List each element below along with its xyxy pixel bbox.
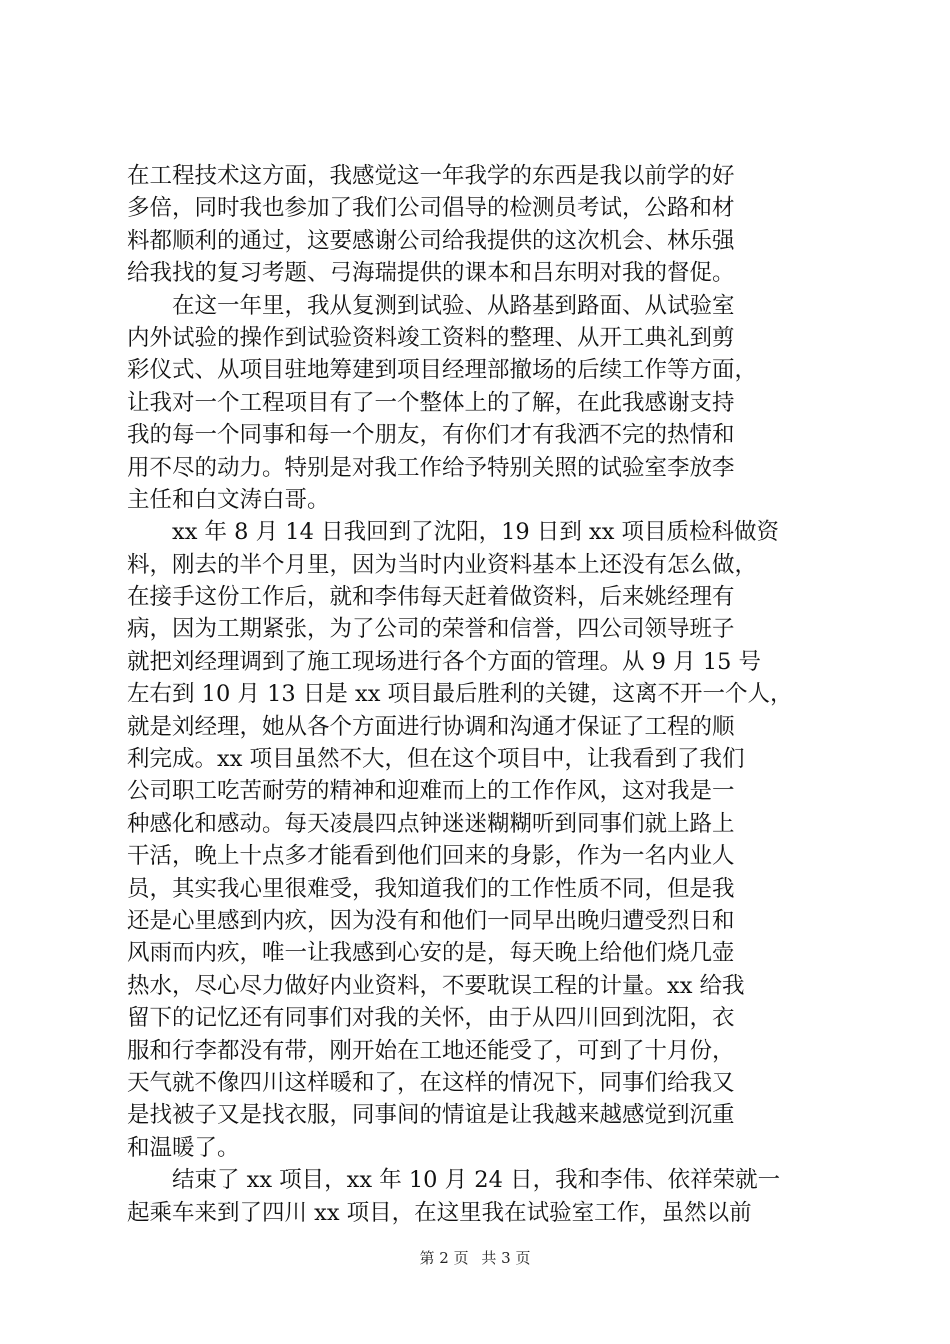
- text-line: 内外试验的操作到试验资料竣工资料的整理、从开工典礼到剪: [127, 324, 735, 351]
- text-line: 员，其实我心里很难受，我知道我们的工作性质不同，但是我: [127, 875, 735, 902]
- text-line: 热水，尽心尽力做好内业资料，不要耽误工程的计量。xx 给我: [127, 972, 745, 999]
- text-line: 种感化和感动。每天凌晨四点钟迷迷糊糊听到同事们就上路上: [127, 810, 735, 837]
- page-number: 第 2 页: [419, 1249, 469, 1267]
- page-footer: [0, 1247, 950, 1268]
- text-line: 在接手这份工作后，就和李伟每天赶着做资料，后来姚经理有: [127, 584, 735, 611]
- text-line: 和温暖了。: [127, 1134, 240, 1161]
- text-line: 我的每一个同事和每一个朋友，有你们才有我洒不完的热情和: [127, 422, 735, 449]
- text-line: 是找被子又是找衣服，同事间的情谊是让我越来越感觉到沉重: [127, 1102, 735, 1129]
- text-line: 干活，晚上十点多才能看到他们回来的身影，作为一名内业人: [127, 843, 735, 870]
- text-line: 留下的记忆还有同事们对我的关怀，由于从四川回到沈阳，衣: [127, 1005, 735, 1032]
- document-body: [127, 160, 833, 1229]
- text-line: 给我找的复习考题、弓海瑞提供的课本和吕东明对我的督促。: [127, 260, 735, 287]
- text-line: 在这一年里，我从复测到试验、从路基到路面、从试验室: [127, 292, 735, 319]
- text-line: 利完成。xx 项目虽然不大，但在这个项目中，让我看到了我们: [127, 746, 745, 773]
- text-line: 公司职工吃苦耐劳的精神和迎难而上的工作作风，这对我是一: [127, 778, 735, 805]
- text-line: 用不尽的动力。特别是对我工作给予特别关照的试验室李放李: [127, 454, 735, 481]
- text-line: 多倍，同时我也参加了我们公司倡导的检测员考试，公路和材: [127, 195, 735, 222]
- text-line: 还是心里感到内疚，因为没有和他们一同早出晚归遭受烈日和: [127, 907, 735, 934]
- text-line: 料都顺利的通过，这要感谢公司给我提供的这次机会、林乐强: [127, 227, 735, 254]
- text-line: 风雨而内疚，唯一让我感到心安的是，每天晚上给他们烧几壶: [127, 940, 735, 967]
- text-line: 服和行李都没有带，刚开始在工地还能受了，可到了十月份，: [127, 1037, 735, 1064]
- text-line: xx 年 8 月 14 日我回到了沈阳，19 日到 xx 项目质检科做资: [127, 519, 780, 546]
- text-line: 让我对一个工程项目有了一个整体上的了解，在此我感谢支持: [127, 389, 735, 416]
- text-line: 料，刚去的半个月里，因为当时内业资料基本上还没有怎么做，: [127, 551, 758, 578]
- text-line: 结束了 xx 项目，xx 年 10 月 24 日，我和李伟、依祥荣就一: [127, 1167, 781, 1194]
- text-line: 起乘车来到了四川 xx 项目，在这里我在试验室工作，虽然以前: [127, 1199, 752, 1226]
- text-line: 彩仪式、从项目驻地筹建到项目经理部撤场的后续工作等方面，: [127, 357, 758, 384]
- text-line: 主任和白文涛白哥。: [127, 486, 330, 513]
- page-total: 共 3 页: [481, 1249, 531, 1267]
- text-line: 病，因为工期紧张，为了公司的荣誉和信誉，四公司领导班子: [127, 616, 735, 643]
- text-line: 左右到 10 月 13 日是 xx 项目最后胜利的关键，这离不开一个人，: [127, 681, 793, 708]
- text-line: 就是刘经理，她从各个方面进行协调和沟通才保证了工程的顺: [127, 713, 735, 740]
- text-line: 就把刘经理调到了施工现场进行各个方面的管理。从 9 月 15 号: [127, 648, 762, 675]
- text-line: 在工程技术这方面，我感觉这一年我学的东西是我以前学的好: [127, 163, 735, 189]
- text-line: 天气就不像四川这样暖和了，在这样的情况下，同事们给我又: [127, 1069, 735, 1096]
